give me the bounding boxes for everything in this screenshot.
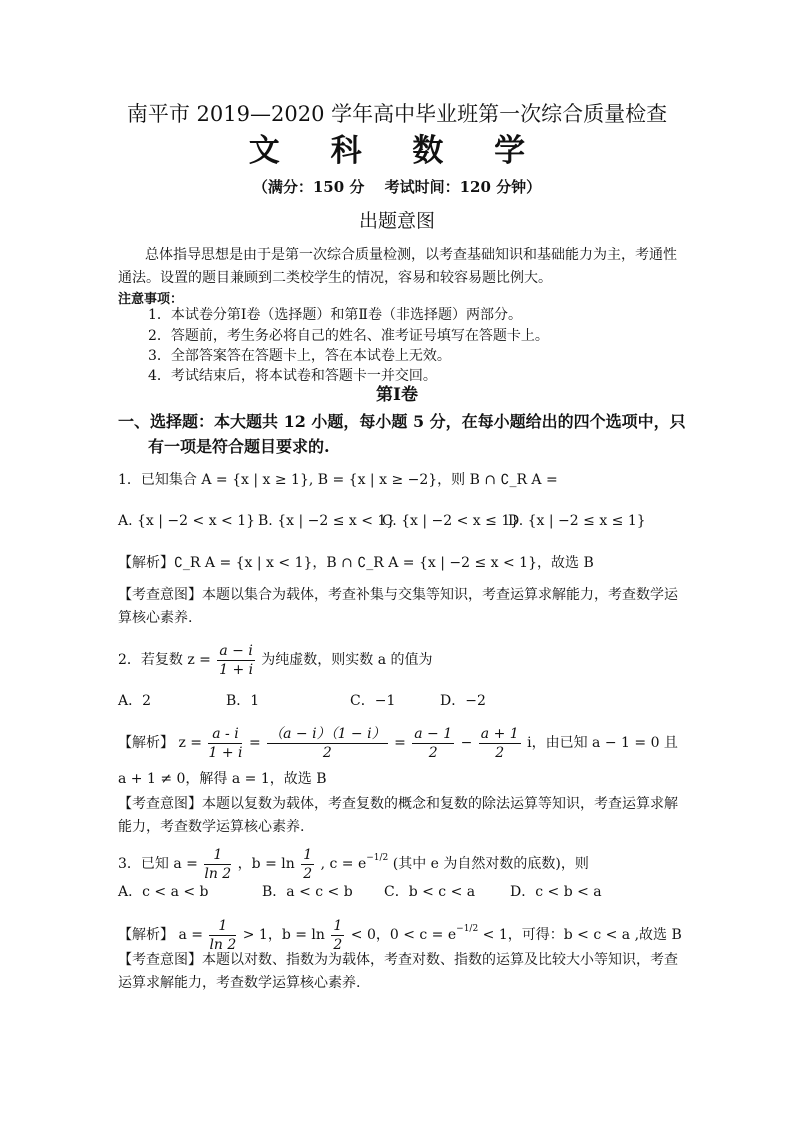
q3-fraction-den: ln 2 bbox=[204, 865, 232, 882]
q3-analysis-mid: < 0，0 < c = e bbox=[350, 927, 457, 943]
q3-fraction-den: 2 bbox=[303, 865, 313, 882]
notes-label: 注意事项： bbox=[118, 292, 184, 307]
q2-analysis-fraction bbox=[479, 725, 521, 762]
q2-analysis-fraction-num: （a − i）（1 − i） bbox=[269, 725, 386, 742]
q2-intent-2: 能力，考查数学运算核心素养. bbox=[118, 819, 305, 835]
q2-analysis-fraction bbox=[412, 725, 454, 762]
q2-fraction-den: 1 + i bbox=[219, 661, 254, 678]
q3-analysis-exponent: −1/2 bbox=[456, 924, 479, 934]
note-item: 3．全部答案答在答题卡上，答在本试卷上无效。 bbox=[148, 348, 451, 364]
q3-analysis-fraction bbox=[209, 917, 236, 954]
q2-analysis-tail: i，由已知 a − 1 = 0 且 bbox=[527, 735, 678, 751]
q2-analysis-fraction bbox=[208, 725, 242, 762]
q2-stem-suffix: 为纯虚数，则实数 a 的值为 bbox=[261, 652, 433, 668]
q3-analysis-prefix: 【解析】 a = bbox=[118, 927, 203, 943]
q1-option-a: A. {x | −2 < x < 1} bbox=[118, 513, 256, 529]
q2-analysis-minus: − bbox=[460, 735, 473, 751]
q2-intent-1: 【考查意图】本题以复数为载体，考查复数的概念和复数的除法运算等知识，考查运算求解 bbox=[118, 796, 678, 812]
q1-intent-1: 【考查意图】本题以集合为载体，考查补集与交集等知识，考查运算求解能力，考查数学运 bbox=[118, 587, 678, 603]
q2-option-a: A．2 bbox=[118, 693, 152, 709]
note-item: 4．考试结束后，将本试卷和答题卡一并交回。 bbox=[148, 368, 437, 384]
q2-option-d: D．−2 bbox=[440, 693, 486, 709]
q2-analysis-fraction bbox=[267, 725, 387, 762]
q1-stem: 1．已知集合 A = {x | x ≥ 1}, B = {x | x ≥ −2}，则 B ∩ ∁_R A = bbox=[118, 472, 558, 488]
q3-stem-suffix: (其中 e 为自然对数的底数)，则 bbox=[392, 856, 589, 872]
q1-intent-2: 算核心素养. bbox=[118, 610, 193, 626]
exam-info: （满分：150 分 考试时间：120 分钟） bbox=[252, 178, 542, 196]
q3-stem bbox=[118, 838, 589, 884]
subject-title: 文 科 数 学 bbox=[248, 133, 546, 169]
q3-analysis-fraction-den: ln 2 bbox=[209, 936, 237, 953]
q2-option-b: B．1 bbox=[226, 693, 260, 709]
note-item: 1．本试卷分第Ⅰ卷（选择题）和第Ⅱ卷（非选择题）两部分。 bbox=[148, 307, 522, 323]
q3-option-a: A．c < a < b bbox=[118, 884, 209, 900]
q1-option-d: D. {x | −2 ≤ x ≤ 1} bbox=[508, 513, 646, 529]
q2-analysis-line-2: a + 1 ≠ 0，解得 a = 1，故选 B bbox=[118, 771, 327, 787]
q2-option-c: C．−1 bbox=[350, 693, 396, 709]
q1-option-b: B. {x | −2 ≤ x < 1} bbox=[258, 513, 396, 529]
q2-analysis-equals: = bbox=[248, 735, 261, 751]
part-title: 第Ⅰ卷 bbox=[376, 385, 418, 405]
q2-analysis-prefix: 【解析】 z = bbox=[118, 735, 203, 751]
q2-stem-prefix: 2．若复数 z = bbox=[118, 652, 211, 668]
q2-analysis-fraction-den: 1 + i bbox=[208, 744, 243, 761]
q3-stem-mid: ，b = ln bbox=[237, 856, 295, 872]
q2-analysis bbox=[118, 722, 678, 764]
q3-option-d: D．c < b < a bbox=[510, 884, 602, 900]
intent-line-2: 通法。设置的题目兼顾到二类校学生的情况，容易和较容易题比例大。 bbox=[118, 270, 552, 286]
q3-stem-prefix: 3．已知 a = bbox=[118, 856, 198, 872]
q2-stem bbox=[118, 640, 433, 680]
part-instruction-2: 有一项是符合题目要求的. bbox=[148, 437, 330, 456]
q3-analysis-tail: < 1，可得：b < c < a ,故选 B bbox=[482, 927, 682, 943]
q3-analysis-fraction bbox=[331, 917, 344, 954]
q2-fraction-num: a − i bbox=[219, 642, 253, 659]
q3-option-c: C．b < c < a bbox=[384, 884, 476, 900]
q3-fraction-num: 1 bbox=[204, 846, 231, 865]
q3-fraction bbox=[204, 846, 231, 883]
intent-line-1: 总体指导思想是由于是第一次综合质量检测，以考查基础知识和基础能力为主，考通性 bbox=[145, 247, 677, 263]
q3-intent-2: 运算求解能力，考查数学运算核心素养. bbox=[118, 975, 361, 991]
q1-option-c: C. {x | −2 < x ≤ 1} bbox=[382, 513, 520, 529]
q3-stem-c: , c = e bbox=[320, 856, 367, 872]
q3-intent-1: 【考查意图】本题以对数、指数为为载体，考查对数、指数的运算及比较大小等知识，考查 bbox=[118, 952, 678, 968]
q3-analysis-mid: > 1，b = ln bbox=[242, 927, 325, 943]
q2-analysis-fraction-den: 2 bbox=[428, 744, 438, 761]
q3-fraction-num: 1 bbox=[303, 846, 313, 863]
q2-analysis-equals: = bbox=[394, 735, 406, 751]
part-instruction-1: 一、选择题：本大题共 12 小题，每小题 5 分，在每小题给出的四个选项中，只 bbox=[118, 412, 686, 431]
q2-analysis-fraction-num: a − 1 bbox=[414, 725, 453, 742]
section-heading: 出题意图 bbox=[358, 210, 435, 232]
q3-analysis bbox=[118, 909, 682, 955]
q2-analysis-fraction-den: 2 bbox=[495, 744, 505, 761]
q2-analysis-fraction-num: a - i bbox=[208, 725, 242, 744]
note-item: 2．答题前，考生务必将自己的姓名、准考证号填写在答题卡上。 bbox=[148, 328, 549, 344]
q3-exponent: −1/2 bbox=[366, 853, 389, 863]
exam-title: 南平市 2019—2020 学年高中毕业班第一次综合质量检查 bbox=[126, 102, 668, 126]
q2-fraction bbox=[217, 642, 254, 679]
q3-option-b: B．a < c < b bbox=[262, 884, 353, 900]
q2-analysis-fraction-num: a + 1 bbox=[480, 725, 519, 742]
q3-analysis-fraction-den: 2 bbox=[333, 936, 343, 953]
q3-analysis-fraction-num: 1 bbox=[209, 917, 236, 936]
q3-fraction bbox=[301, 846, 314, 883]
q1-analysis: 【解析】∁_R A = {x | x < 1}，B ∩ ∁_R A = {x | −2 ≤ x < 1}，故选 B bbox=[118, 555, 594, 571]
q3-analysis-fraction-num: 1 bbox=[333, 917, 343, 934]
q2-analysis-fraction-den: 2 bbox=[322, 744, 332, 761]
